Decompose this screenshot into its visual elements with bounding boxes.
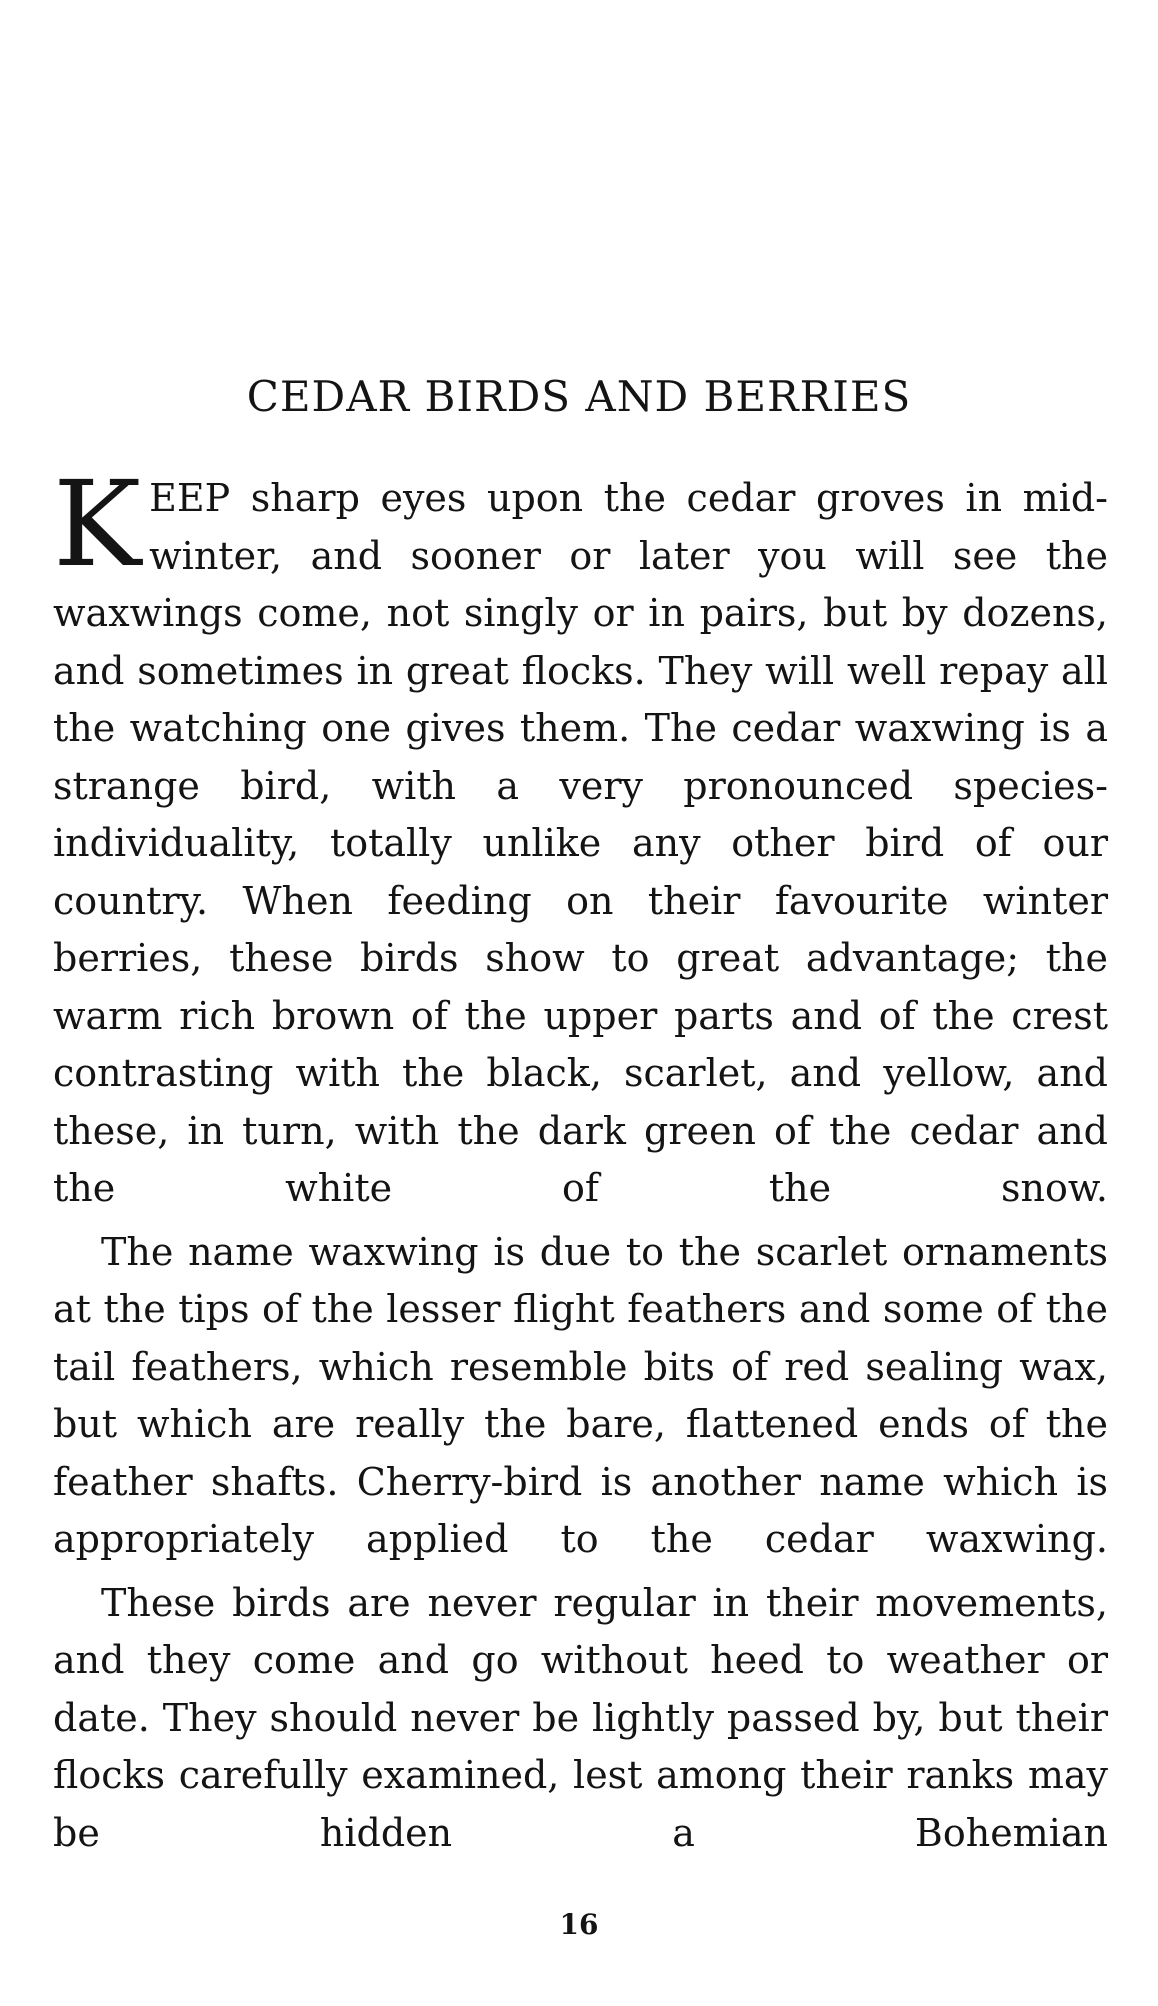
paragraph-1-text: EEP sharp eyes upon the cedar groves in mid-winter, and sooner or later you will see the waxwings come, not singly or in pairs, but by dozens, and sometimes in great flocks. They will well repay all the watching one gives them. The cedar waxwing is a strange bird, with a very pronounced species-individuality, totally unlike any other bird of our country. When feeding on their favourite winter berries, these birds show to great advantage; the warm rich brown of the upper parts and of the crest contrasting with the black, scarlet, and yellow, and these, in turn, with the dark green of the cedar and the white of the snow.: [53, 476, 1108, 1210]
drop-cap: K: [53, 455, 142, 593]
page-body: [53, 455, 1108, 1862]
chapter-title: CEDAR BIRDS AND BERRIES: [246, 372, 912, 421]
paragraph-2: [53, 1224, 1108, 1569]
paragraph-3-text: These birds are never regular in their movements, and they come and go without heed to weather or date. They should never be lightly passed by, but their flocks carefully examined, lest among their ranks may be hidden a Bohemian: [53, 1580, 1108, 1855]
paragraph-2-text: The name waxwing is due to the scarlet ornaments at the tips of the lesser flight feathers and some of the tail feathers, which resemble bits of red sealing wax, but which are really the bare, flattened ends of the feather shafts. Cherry-bird is another name which is appropriately applied to the cedar waxwing.: [53, 1229, 1108, 1561]
paragraph-3: [53, 1575, 1108, 1863]
page-number: 16: [559, 1908, 599, 1941]
paragraph-1: [53, 455, 1108, 1218]
